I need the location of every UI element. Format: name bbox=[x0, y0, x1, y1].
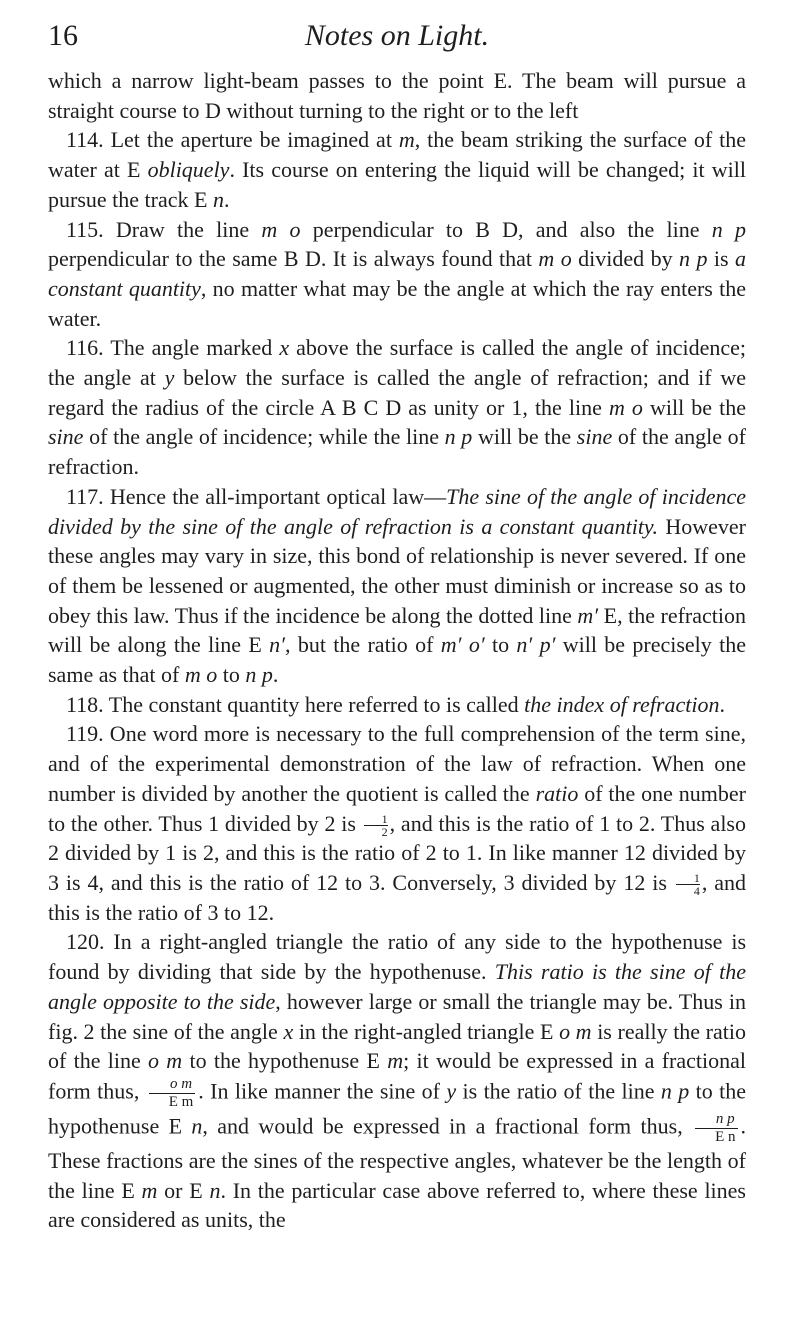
paragraph-120: 120. In a right-angled triangle the ratio of any side to the hypothenuse is found by dividing that side by the hypothenuse. This ratio is the sine of the angle opposite to the side, however large or small the triangle may be. Thus in fig. 2 the sine of the angle x in the right-angled triangle E o m is really the ratio of the line o m to the hypothenuse E m; it would be expressed in a fractional form thus, $\frac{\text{o m}}{\text{E m}}$ . In like manner the sine of y is the ratio of the line n p to the hypothenuse E n, and would be expressed in a fractional form thus, $\frac{\text{n p}}{\text{E n}}$ . These fractions are the sines of the respective angles, whatever be the length of the line E m or E n. In the particular case above referred to, where these lines are considered as units, the bbox=[48, 929, 747, 1233]
paragraph-115: 115. Draw the line m o perpendicular to B D, and also the line n p perpendicular to the same B D. It is always found that m o divided by n p is a constant quantity, no matter what may be the angle at which the ray enters the water. bbox=[48, 216, 746, 331]
paragraph-continued: which a narrow light-beam passes to the point E. The beam will pursue a straight course to D without turning to the right or to the left bbox=[48, 68, 746, 123]
paragraph-119: 119. One word more is necessary to the full comprehension of the term sine, and of the experimental demonstration of the law of refraction. When one number is divided by another the quotient is called the ratio of the one number to the other. Thus 1 divided by 2 is $\frac{1}{2}$ , and this is the ratio of 1 to 2. Thus also 2 divided by 1 is 2, and this is the ratio of 2 to 1. In like manner 12 divided by 3 is 4, and this is the ratio of 12 to 3. Conversely, 3 divided by 12 is $\frac{1}{4}$ , and this is the ratio of 3 to 12. bbox=[48, 721, 747, 925]
paragraph-117: 117. Hence the all-important optical law—The sine of the angle of incidence divided by the sine of the angle of refraction is a constant quantity. However these angles may vary in size, this bond of relationship is never severed. If one of them be lessened or augmented, the other must diminish or increase so as to obey this law. Thus if the incidence be along the dotted line m′ E, the refraction will be along the line E n′, but the ratio of m′ o′ to n′ p′ will be precisely the same as that of m o to n p. bbox=[48, 483, 747, 688]
page-header bbox=[48, 18, 746, 66]
running-title: Notes on Light. bbox=[304, 19, 490, 52]
paragraph-116: 116. The angle marked x above the surface is called the angle of incidence; the angle at y below the surface is called the angle of refraction; and if we regard the radius of the circle A B C D as unity or 1, the line m o will be the sine of the angle of incidence; while the line n p will be the sine of the angle of refraction. bbox=[48, 335, 747, 480]
fraction-one-half: $\frac{1}{2}$ bbox=[364, 813, 388, 838]
body-text bbox=[48, 66, 746, 1235]
fraction-one-quarter: $\frac{1}{4}$ bbox=[676, 872, 700, 897]
paragraph-118: 118. The constant quantity here referred to is called the index of refraction. bbox=[66, 691, 725, 717]
fraction-om-over-em: $\frac{\text{o m}}{\text{E m}}$ bbox=[149, 1076, 196, 1111]
fraction-np-over-en: $\frac{\text{n p}}{\text{E n}}$ bbox=[695, 1111, 737, 1146]
paragraph-114: 114. Let the aperture be imagined at m, the beam striking the surface of the water at E obliquely. Its course on entering the liquid will be changed; it will pursue the track E n. bbox=[48, 127, 746, 212]
page-number: 16 bbox=[48, 19, 78, 52]
